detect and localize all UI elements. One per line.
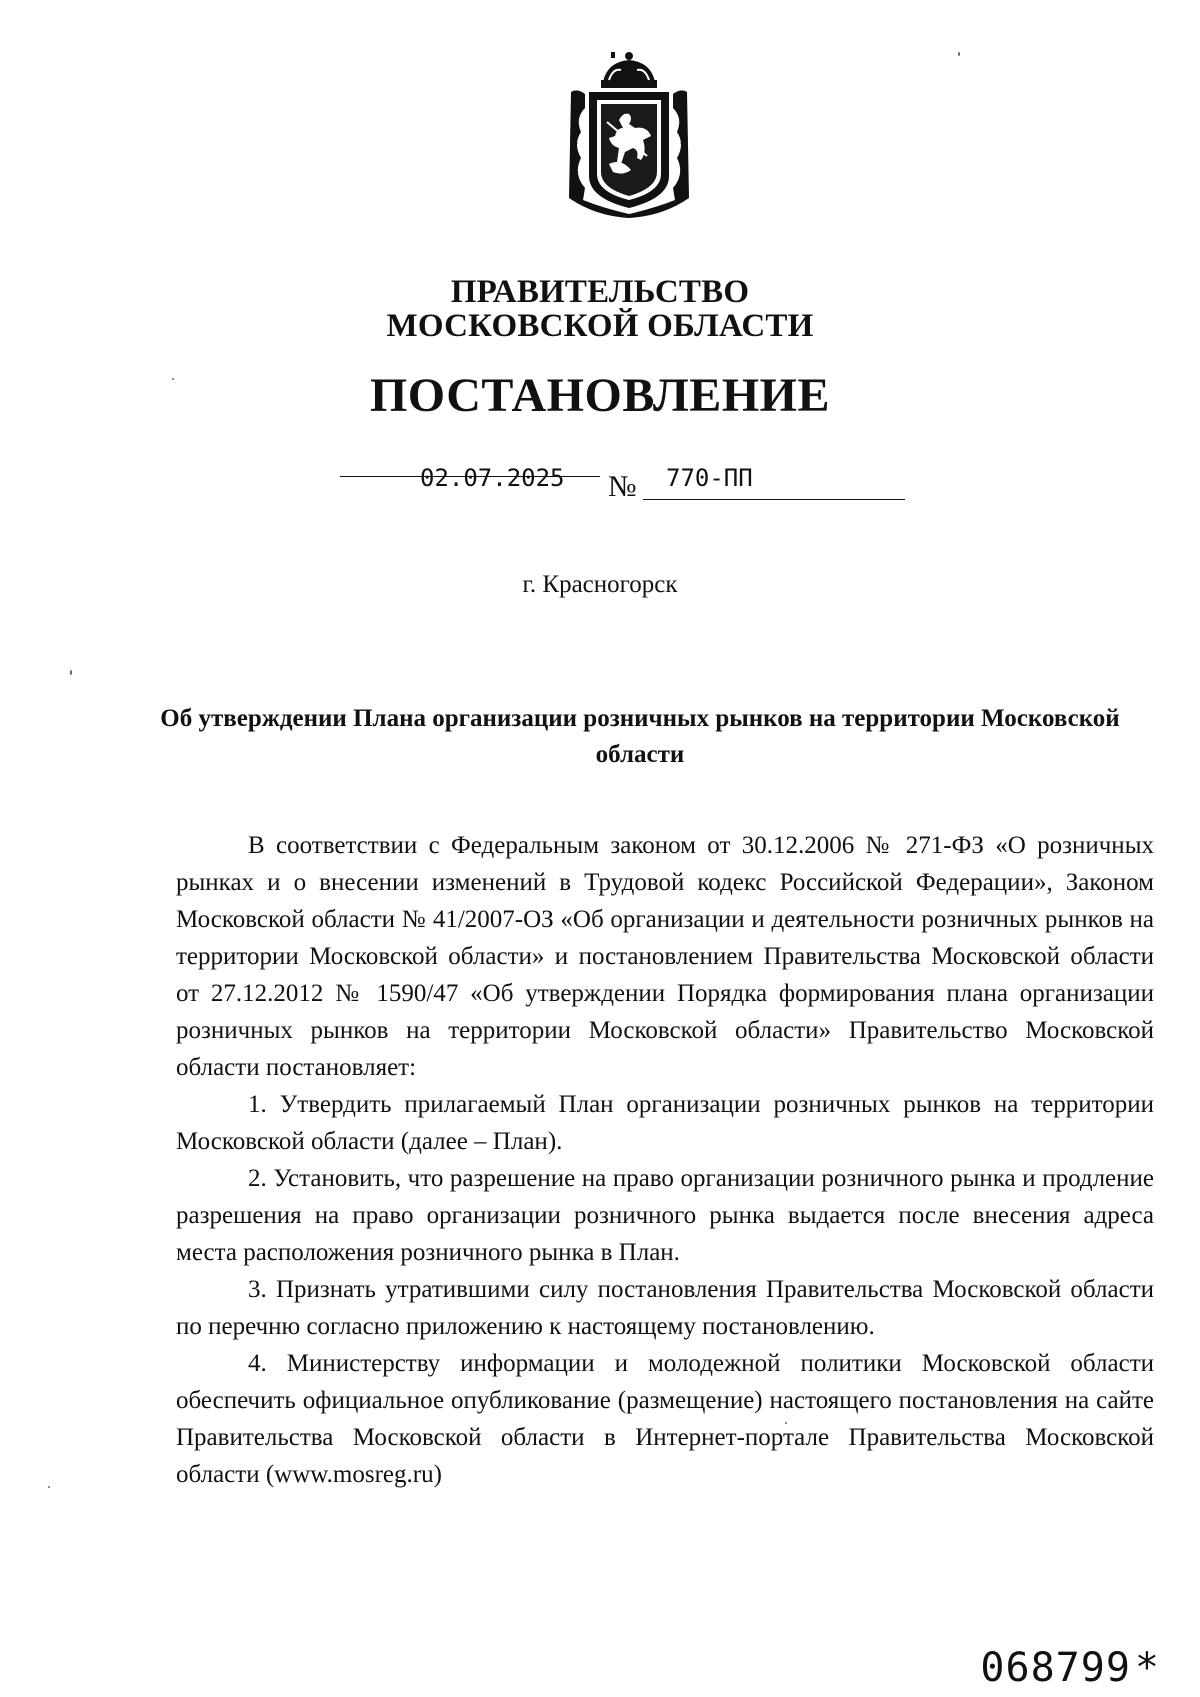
- scan-speck: [70, 670, 72, 675]
- document-type: ПОСТАНОВЛЕНИЕ: [369, 369, 831, 422]
- body-paragraph: 4. Министерству информации и молодежной политики Московской области обеспечить официальное опубликование (размещение) настоящего постановления на сайте Правительства Московской области в Интернет-портале Правительства Московской области (www.mosreg.ru): [176, 1350, 1154, 1488]
- body-paragraph: 2. Установить, что разрешение на право организации розничного рынка и продление разрешения на право организации розничного рынка выдается после внесения адреса места расположения розничного рынка в План.: [176, 1165, 1154, 1266]
- serial-number: [980, 1645, 1160, 1691]
- city: г. Красногорск: [522, 571, 678, 598]
- document-title: Об утверждении Плана организации розничных рынков на территории Московской области: [160, 705, 1120, 768]
- body-paragraph: 3. Признать утратившими силу постановления Правительства Московской области по перечню согласно приложению к настоящему постановлению.: [176, 1276, 1154, 1340]
- number-underline: [643, 499, 905, 500]
- scan-speck: [48, 1486, 50, 1488]
- scan-speck: [785, 1422, 787, 1424]
- document-body: [176, 827, 1154, 1493]
- document-number: 770-ПП: [666, 464, 753, 492]
- org-name-line-1: ПРАВИТЕЛЬСТВО: [450, 274, 750, 310]
- serial-number-value: 068799: [980, 1645, 1131, 1691]
- scan-speck: [958, 52, 960, 56]
- body-paragraph: 1. Утвердить прилагаемый План организации розничных рынков на территории Московской области (далее – План).: [176, 1091, 1154, 1155]
- body-paragraph: В соответствии с Федеральным законом от 30.12.2006 № 271-ФЗ «О розничных рынках и о внесении изменений в Трудовой кодекс Российской Федерации», Законом Московской области № 41/2007-ОЗ «Об организации и деятельности розничных рынков на территории Московской области» и постановлением Правительства Московской области от 27.12.2012 № 1590/47 «Об утверждении Порядка формирования плана организации розничных рынков на территории Московской области» Правительство Московской области постановляет:: [176, 832, 1154, 1081]
- scan-speck: [172, 378, 174, 380]
- coat-of-arms-icon: [563, 48, 695, 218]
- serial-mark: *: [1134, 1645, 1160, 1691]
- org-name-line-2: МОСКОВСКОЙ ОБЛАСТИ: [386, 308, 814, 344]
- document-date: 02.07.2025: [420, 464, 565, 492]
- number-sign: №: [608, 470, 637, 503]
